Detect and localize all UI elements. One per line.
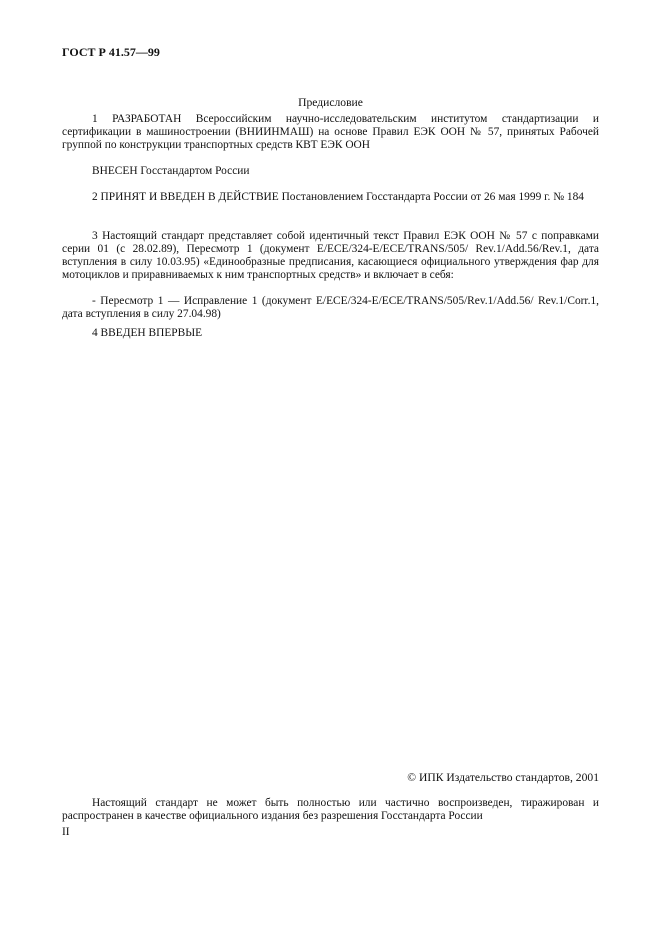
page-number: II (62, 826, 70, 838)
copyright-notice: © ИПК Издательство стандартов, 2001 (407, 771, 599, 784)
page-title: Предисловие (298, 96, 363, 109)
paragraph-adopted: 2 ПРИНЯТ И ВВЕДЕН В ДЕЙСТВИЕ Постановлением Госстандарта России от 26 мая 1999 г. № 184 (92, 191, 584, 203)
document-code-header: ГОСТ Р 41.57—99 (62, 45, 160, 59)
paragraph-first-introduced: 4 ВВЕДЕН ВПЕРВЫЕ (92, 327, 203, 339)
paragraph-introduced-by: ВНЕСЕН Госстандартом России (92, 165, 250, 177)
paragraph-developed-by: 1 РАЗРАБОТАН Всероссийским научно-исследовательским институтом стандартизации и сертификации в машиностроении (ВНИИНМАШ) на основе Правил ЕЭК ООН № 57, принятых Рабочей группой по конструкции транспортных средств КВТ ЕЭК ООН (62, 113, 599, 151)
paragraph-identical-text: 3 Настоящий стандарт представляет собой идентичный текст Правил ЕЭК ООН № 57 с поправками серии 01 (с 28.02.89), Пересмотр 1 (документ E/ECE/324-E/ECE/TRANS/505/ Rev.1/Add.56/Rev.1, дата вступления в силу 10.03.95) «Единообразные предписания, касающиеся официального утверждения фар для мотоциклов и приравниваемых к ним транспортных средств» и включает в себя: (62, 230, 599, 281)
reproduction-notice: Настоящий стандарт не может быть полностью или частично воспроизведен, тиражирован и распространен в качестве официального издания без разрешения Госстандарта России (62, 797, 599, 822)
paragraph-revision-correction: - Пересмотр 1 — Исправление 1 (документ E/ECE/324-E/ECE/TRANS/505/Rev.1/Add.56/ Rev.1/Corr.1, дата вступления в силу 27.04.98) (62, 295, 599, 320)
